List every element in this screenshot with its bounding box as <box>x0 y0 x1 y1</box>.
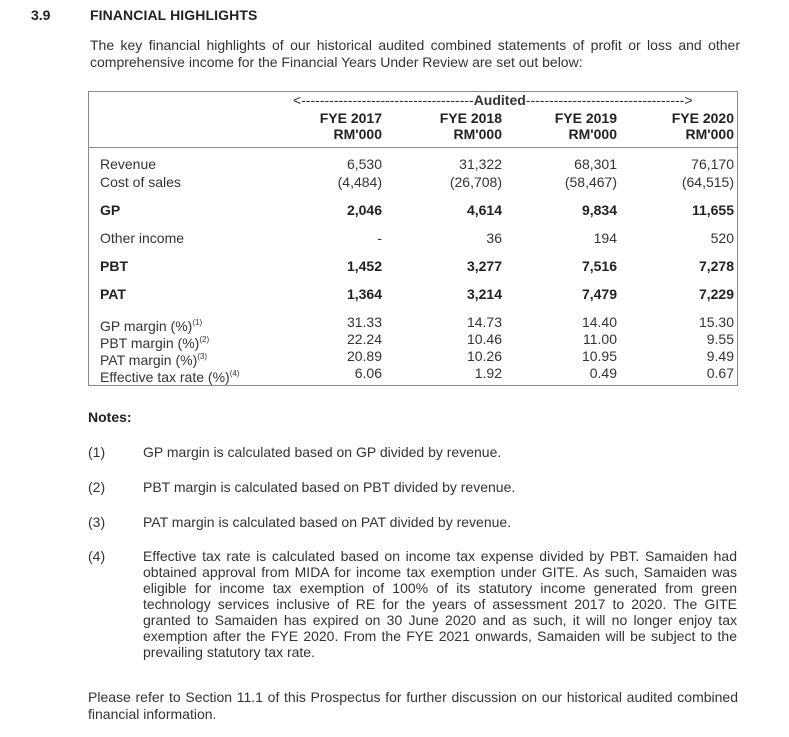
cell-pbt-margin-2017: 22.24 <box>346 331 382 347</box>
banner-dashes-left: ------------------------------------- <box>301 92 474 108</box>
column-unit: RM'000 <box>333 126 382 142</box>
label-text: PBT margin (%) <box>100 335 200 351</box>
note-number-3: (3) <box>88 514 106 530</box>
intro-paragraph: The key financial highlights of our historical audited combined statements of profit or loss and other comprehensive income for the Financial Years Under Review are set out below: <box>90 37 740 70</box>
column-header-fye-2019 <box>525 110 617 142</box>
column-header-fye-2020 <box>642 110 734 142</box>
footnote-ref: (4) <box>229 369 240 378</box>
cell-cost-of-sales-2017: (4,484) <box>337 174 382 190</box>
cell-gp-2018: 4,614 <box>466 202 502 218</box>
cell-cost-of-sales-2020: (64,515) <box>681 174 734 190</box>
column-unit: RM'000 <box>453 126 502 142</box>
cell-gp-margin-2020: 15.30 <box>698 314 734 330</box>
closing-paragraph: Please refer to Section 11.1 of this Prospectus for further discussion on our historical audited combined financial information. <box>88 689 738 722</box>
note-number-1: (1) <box>88 444 106 460</box>
column-year: FYE 2018 <box>439 110 502 126</box>
table-header-divider <box>88 147 738 148</box>
left-arrow-icon: < <box>293 92 302 108</box>
row-label-revenue: Revenue <box>100 156 157 172</box>
cell-pbt-margin-2020: 9.55 <box>706 331 734 347</box>
cell-gp-margin-2018: 14.73 <box>466 314 502 330</box>
cell-revenue-2020: 76,170 <box>691 156 734 172</box>
cell-pbt-2020: 7,278 <box>698 258 734 274</box>
label-text: Effective tax rate (%) <box>100 369 230 385</box>
cell-gp-2019: 9,834 <box>581 202 617 218</box>
column-unit: RM'000 <box>568 126 617 142</box>
cell-gp-2017: 2,046 <box>346 202 382 218</box>
column-header-fye-2017 <box>290 110 382 142</box>
cell-pbt-2018: 3,277 <box>466 258 502 274</box>
cell-revenue-2019: 68,301 <box>574 156 617 172</box>
audited-label: Audited <box>473 92 526 108</box>
cell-cost-of-sales-2019: (58,467) <box>564 174 617 190</box>
column-year: FYE 2020 <box>671 110 734 126</box>
cell-pat-margin-2018: 10.26 <box>466 348 502 364</box>
note-text-2: PBT margin is calculated based on PBT divided by revenue. <box>143 479 516 495</box>
right-arrow-icon: > <box>684 92 693 108</box>
row-label-other-income: Other income <box>100 230 185 246</box>
column-year: FYE 2019 <box>554 110 617 126</box>
cell-pat-margin-2020: 9.49 <box>706 348 734 364</box>
cell-pbt-margin-2019: 11.00 <box>583 331 617 347</box>
cell-cost-of-sales-2018: (26,708) <box>449 174 502 190</box>
cell-pbt-margin-2018: 10.46 <box>466 331 502 347</box>
note-number-2: (2) <box>88 479 106 495</box>
cell-gp-margin-2019: 14.40 <box>581 314 617 330</box>
section-number: 3.9 <box>31 7 51 23</box>
label-text: PAT margin (%) <box>100 352 198 368</box>
cell-gp-margin-2017: 31.33 <box>346 314 382 330</box>
cell-pbt-2019: 7,516 <box>581 258 617 274</box>
cell-other-income-2019: 194 <box>593 230 617 246</box>
column-header-fye-2018 <box>410 110 502 142</box>
section-title: FINANCIAL HIGHLIGHTS <box>90 7 258 23</box>
audited-banner <box>293 92 738 108</box>
note-text-1: GP margin is calculated based on GP divided by revenue. <box>143 444 502 460</box>
cell-effective-tax-rate-2017: 6.06 <box>354 365 382 381</box>
cell-revenue-2018: 31,322 <box>459 156 502 172</box>
column-year: FYE 2017 <box>319 110 382 126</box>
cell-effective-tax-rate-2020: 0.67 <box>706 365 734 381</box>
footnote-ref: (2) <box>199 335 210 344</box>
cell-other-income-2018: 36 <box>486 230 502 246</box>
row-label-gp: GP <box>100 202 121 218</box>
cell-pat-2017: 1,364 <box>346 286 382 302</box>
cell-gp-2020: 11,655 <box>691 202 734 218</box>
note-text-3: PAT margin is calculated based on PAT divided by revenue. <box>143 514 512 530</box>
cell-pat-margin-2017: 20.89 <box>346 348 382 364</box>
footnote-ref: (1) <box>192 318 203 327</box>
row-label-pbt: PBT <box>100 258 128 274</box>
cell-pbt-2017: 1,452 <box>346 258 382 274</box>
footnote-ref: (3) <box>197 352 208 361</box>
row-label-cost-of-sales: Cost of sales <box>100 174 181 190</box>
banner-dashes-right: ---------------------------------- <box>525 92 685 108</box>
column-unit: RM'000 <box>685 126 734 142</box>
cell-pat-2019: 7,479 <box>581 286 617 302</box>
cell-effective-tax-rate-2019: 0.49 <box>589 365 617 381</box>
notes-heading: Notes: <box>88 409 132 425</box>
note-number-4: (4) <box>88 548 106 564</box>
cell-other-income-2017: - <box>377 230 382 246</box>
cell-pat-margin-2019: 10.95 <box>581 348 617 364</box>
row-label-pat: PAT <box>100 286 126 302</box>
note-text-4: Effective tax rate is calculated based on income tax expense divided by PBT. Samaiden had obtained approval from MIDA for income tax exemption under GITE. As such, Samaiden was eligible for income tax exemption of 100% of its statutory income generated from green technology services inclusive of RE for the years of assessment 2017 to 2020. The GITE granted to Samaiden has expired on 30 June 2020 and as such, it will no longer enjoy tax exemption after the FYE 2020. From the FYE 2021 onwards, Samaiden will be subject to the prevailing statutory tax rate. <box>143 548 737 660</box>
cell-other-income-2020: 520 <box>710 230 734 246</box>
cell-pat-2020: 7,229 <box>698 286 734 302</box>
cell-effective-tax-rate-2018: 1.92 <box>474 365 502 381</box>
cell-revenue-2017: 6,530 <box>346 156 382 172</box>
row-label-effective-tax-rate <box>100 365 239 386</box>
label-text: GP margin (%) <box>100 318 193 334</box>
cell-pat-2018: 3,214 <box>466 286 502 302</box>
